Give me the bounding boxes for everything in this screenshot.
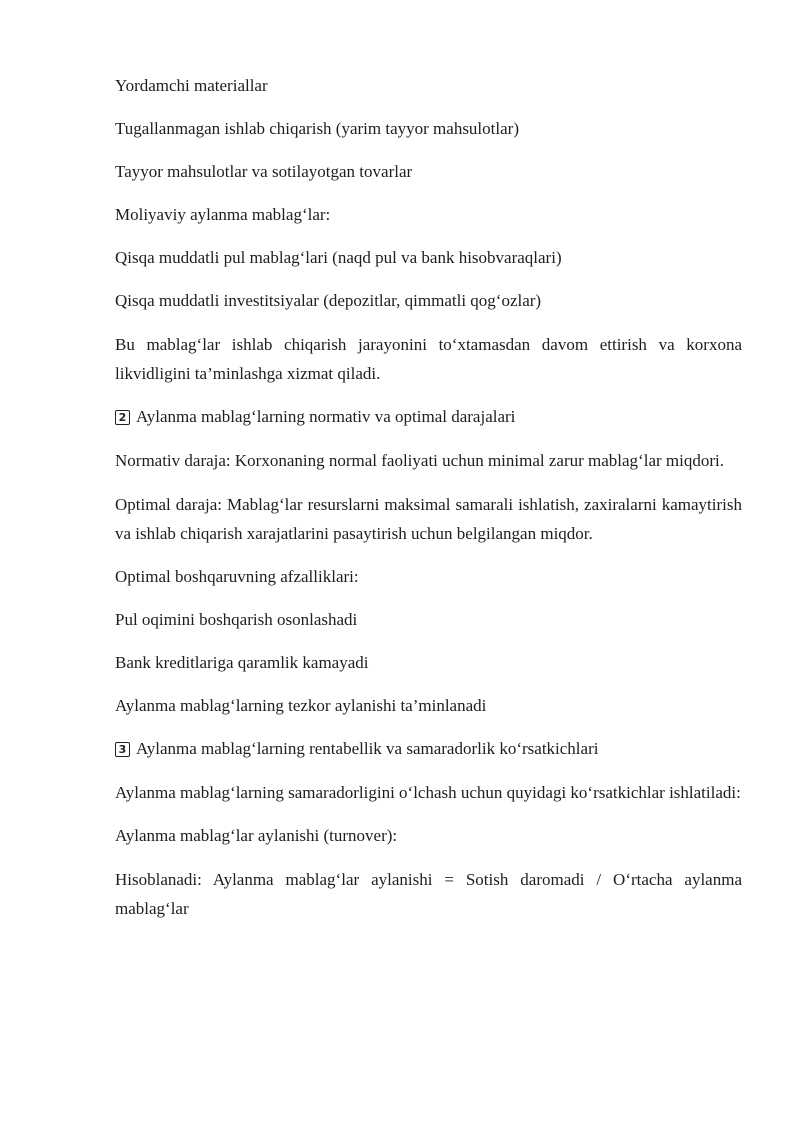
paragraph: Qisqa muddatli pul mablag‘lari (naqd pul va bank hisobvaraqlari) [115,248,562,267]
document-body [115,72,742,938]
section-heading-text: Aylanma mablag‘larning normativ va optimal darajalari [136,407,516,426]
paragraph: Aylanma mablag‘larning samaradorligini o‘lchash uchun quyidagi ko‘rsatkichlar ishlatiladi: [115,783,741,802]
paragraph: Tugallanmagan ishlab chiqarish (yarim tayyor mahsulotlar) [115,119,519,138]
paragraph: Qisqa muddatli investitsiyalar (depozitlar, qimmatli qog‘ozlar) [115,291,542,310]
paragraph: Normativ daraja: Korxonaning normal faoliyati uchun minimal zarur mablag‘lar miqdori. [115,451,724,470]
keycap-3-icon: 3 [115,742,130,757]
paragraph: Tayyor mahsulotlar va sotilayotgan tovarlar [115,162,413,181]
paragraph: Optimal daraja: Mablag‘lar resurslarni maksimal samarali ishlatish, zaxiralarni kamaytirish va ishlab chiqarish xarajatlarini pasaytirish uchun belgilangan miqdor. [115,495,742,543]
paragraph: Optimal boshqaruvning afzalliklari: [115,567,359,586]
paragraph: Moliyaviy aylanma mablag‘lar: [115,205,331,224]
paragraph: Hisoblanadi: Aylanma mablag‘lar aylanishi = Sotish daromadi / O‘rtacha aylanma mablag‘lar [115,870,742,918]
section-heading-2 [115,403,742,431]
section-heading-3 [115,735,742,763]
paragraph: Yordamchi materiallar [115,76,268,95]
paragraph: Aylanma mablag‘larning tezkor aylanishi ta’minlanadi [115,696,487,715]
keycap-2-icon: 2 [115,410,130,425]
paragraph: Bank kreditlariga qaramlik kamayadi [115,653,369,672]
paragraph: Aylanma mablag‘lar aylanishi (turnover): [115,826,398,845]
paragraph: Pul oqimini boshqarish osonlashadi [115,610,358,629]
section-heading-text: Aylanma mablag‘larning rentabellik va samaradorlik ko‘rsatkichlari [136,739,599,758]
paragraph: Bu mablag‘lar ishlab chiqarish jarayonini to‘xtamasdan davom ettirish va korxona likvidligini ta’minlashga xizmat qiladi. [115,335,742,383]
